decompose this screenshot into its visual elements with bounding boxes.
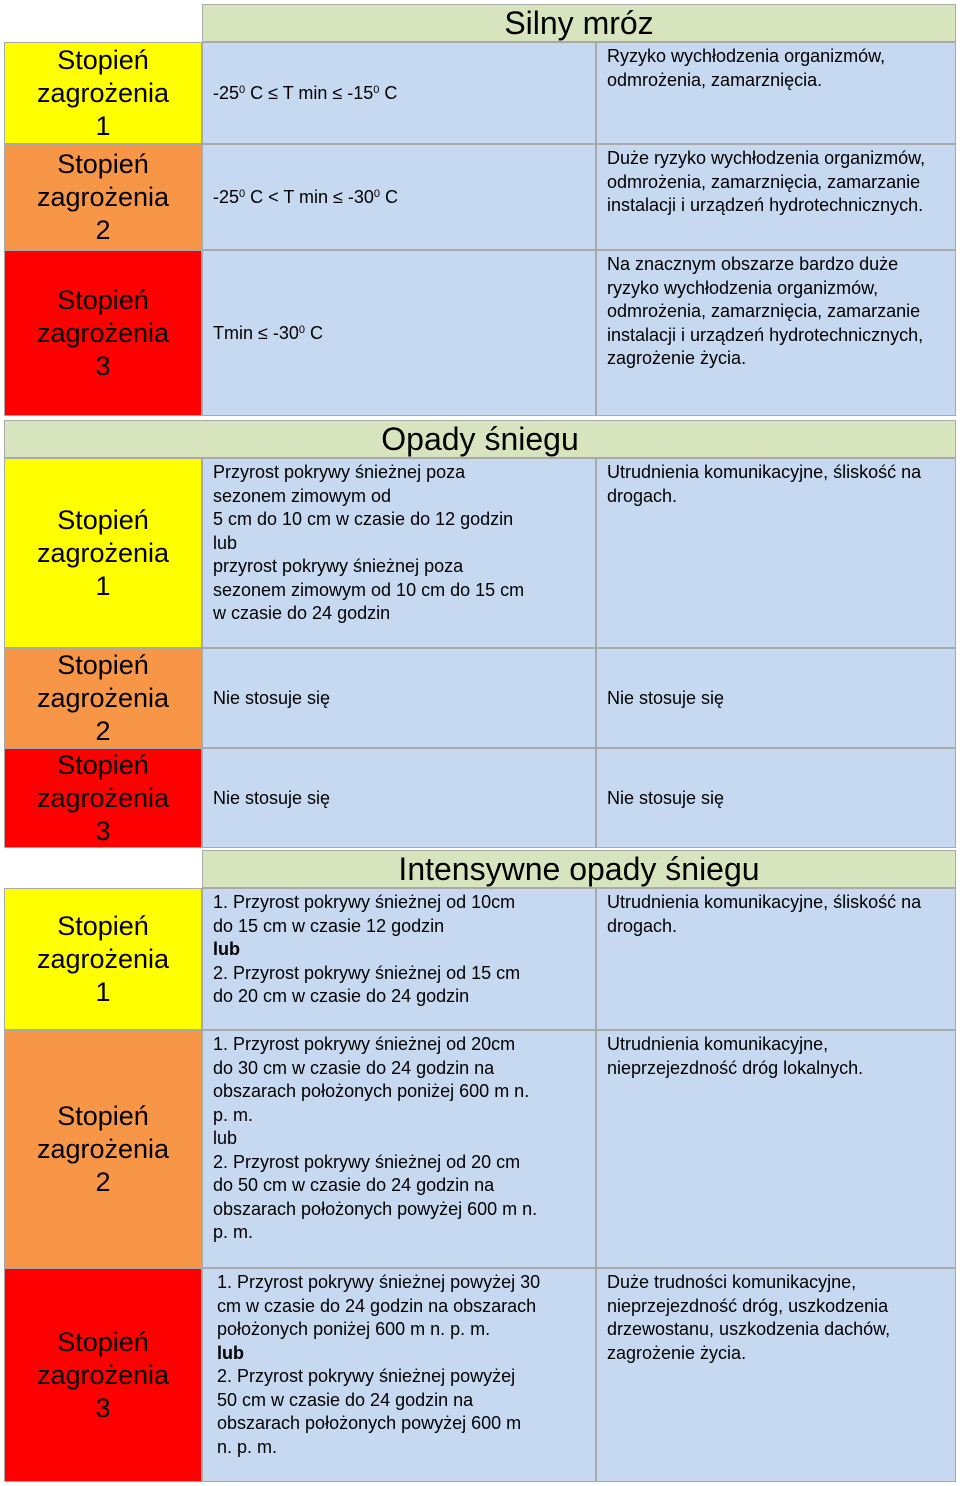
condition-line: 50 cm w czasie do 24 godzin na	[217, 1389, 474, 1410]
level-word: Stopień	[57, 749, 149, 780]
condition-line: n. p. m.	[217, 1436, 278, 1457]
level-word: Stopień	[57, 649, 149, 680]
snow-effect-2	[596, 648, 956, 748]
snow-level-1	[4, 458, 202, 648]
heavy-effect-1	[596, 888, 956, 1030]
snow-effect-1	[596, 458, 956, 648]
level-number: 3	[95, 815, 111, 846]
condition-line: lub	[213, 1128, 238, 1148]
level-word: Stopień	[57, 1100, 149, 1131]
level-word: Stopień	[57, 910, 149, 941]
snow-level-3	[4, 748, 202, 848]
heavy-level-3	[4, 1268, 202, 1482]
condition-line: p. m.	[213, 1222, 254, 1242]
section-title-frost	[202, 4, 956, 42]
level-number: 1	[95, 976, 111, 1007]
effect-text: Utrudnienia komunikacyjne, śliskość na drogach.	[607, 462, 922, 506]
level-word: Stopień	[57, 504, 149, 535]
snow-condition-1	[202, 458, 596, 648]
condition-line: położonych poniżej 600 m n. p. m.	[217, 1319, 491, 1339]
heavy-level-1	[4, 888, 202, 1030]
level-word: Stopień	[57, 44, 149, 75]
level-number: 2	[95, 1166, 111, 1197]
condition-line: w czasie do 24 godzin	[213, 603, 391, 623]
level-number: 2	[95, 214, 111, 245]
frost-effect-3	[596, 250, 956, 416]
frost-condition-3	[202, 250, 596, 416]
condition-line: do 20 cm w czasie do 24 godzin	[213, 986, 470, 1006]
level-number: 3	[95, 350, 111, 381]
condition-line: do 50 cm w czasie do 24 godzin na	[213, 1175, 495, 1195]
condition-line: 2. Przyrost pokrywy śnieżnej od 15 cm	[213, 962, 521, 983]
effect-text: Utrudnienia komunikacyjne, śliskość na drogach.	[607, 892, 922, 936]
condition-text: $-25^0$ C < T $\min \le -30^0$ C	[213, 187, 399, 208]
level-number: 3	[95, 1392, 111, 1423]
condition-line: przyrost pokrywy śnieżnej poza	[213, 556, 464, 576]
snow-effect-3	[596, 748, 956, 848]
section-title-heavy-snow-text: Intensywne opady śniegu	[398, 850, 760, 887]
heavy-effect-3	[596, 1268, 956, 1482]
effect-text: Ryzyko wychłodzenia organizmów, odmrożenia, zamarznięcia.	[607, 46, 886, 90]
condition-line: p. m.	[213, 1104, 254, 1125]
level-number: 1	[95, 110, 111, 141]
section-title-heavy-snow	[202, 850, 956, 888]
effect-text: Duże ryzyko wychłodzenia organizmów, odmrożenia, zamarznięcia, zamarzanie instalacji i urządzeń hydrotechnicznych.	[607, 148, 926, 215]
condition-line: 2. Przyrost pokrywy śnieżnej powyżej	[217, 1366, 516, 1386]
condition-line: obszarach położonych powyżej 600 m	[217, 1413, 522, 1433]
condition-text: Nie stosuje się	[213, 788, 331, 809]
condition-line: 1. Przyrost pokrywy śnieżnej powyżej 30	[217, 1272, 541, 1292]
frost-level-2	[4, 144, 202, 250]
heavy-condition-2	[202, 1030, 596, 1268]
condition-line: 1. Przyrost pokrywy śnieżnej od 10cm	[213, 892, 516, 912]
level-word: zagrożenia	[36, 181, 170, 212]
heavy-level-2	[4, 1030, 202, 1268]
heavy-condition-3	[202, 1268, 596, 1482]
snow-level-2	[4, 648, 202, 748]
condition-text: $Tmin \le -30^0$ C	[213, 323, 324, 344]
frost-condition-2	[202, 144, 596, 250]
section-title-snow-text: Opady śniegu	[381, 420, 579, 457]
effect-text: Utrudnienia komunikacyjne, nieprzejezdność dróg lokalnych.	[607, 1034, 864, 1078]
condition-line: 2. Przyrost pokrywy śnieżnej od 20 cm	[213, 1151, 521, 1172]
level-word: zagrożenia	[36, 782, 170, 813]
condition-line: 5 cm do 10 cm w czasie do 12 godzin	[213, 509, 514, 529]
level-word: Stopień	[57, 284, 149, 315]
level-word: zagrożenia	[36, 1133, 170, 1164]
condition-line: lub	[213, 939, 240, 959]
snow-condition-2	[202, 648, 596, 748]
frost-effect-1	[596, 42, 956, 144]
level-word: zagrożenia	[36, 77, 170, 108]
level-word: zagrożenia	[36, 317, 170, 348]
condition-line: Przyrost pokrywy śnieżnej poza	[213, 462, 466, 482]
level-number: 1	[95, 570, 111, 601]
condition-text: Nie stosuje się	[213, 688, 331, 709]
effect-text: Nie stosuje się	[607, 788, 725, 809]
condition-line: obszarach położonych poniżej 600 m n.	[213, 1081, 530, 1101]
section-title-snow	[4, 420, 956, 458]
level-word: zagrożenia	[36, 1359, 170, 1390]
frost-condition-1	[202, 42, 596, 144]
level-word: zagrożenia	[36, 537, 170, 568]
heavy-condition-1	[202, 888, 596, 1030]
snow-condition-3	[202, 748, 596, 848]
heavy-effect-2	[596, 1030, 956, 1268]
condition-line: 1. Przyrost pokrywy śnieżnej od 20cm	[213, 1034, 516, 1054]
level-word: Stopień	[57, 1326, 149, 1357]
condition-line: cm w czasie do 24 godzin na obszarach	[217, 1295, 537, 1316]
level-word: zagrożenia	[36, 682, 170, 713]
condition-line: do 30 cm w czasie do 24 godzin na	[213, 1057, 495, 1078]
effect-text: Nie stosuje się	[607, 688, 725, 709]
condition-line: lub	[213, 532, 238, 553]
condition-line: lub	[217, 1342, 244, 1363]
effect-text: Duże trudności komunikacyjne, nieprzejezdność dróg, uszkodzenia drzewostanu, uszkodzenia dachów, zagrożenie życia.	[607, 1272, 891, 1363]
condition-line: sezonem zimowym od 10 cm do 15 cm	[213, 579, 525, 600]
section-title-frost-text: Silny mróz	[504, 4, 654, 41]
frost-level-3	[4, 250, 202, 416]
condition-line: do 15 cm w czasie 12 godzin	[213, 915, 445, 936]
frost-effect-2	[596, 144, 956, 250]
level-number: 2	[95, 715, 111, 746]
condition-line: obszarach położonych powyżej 600 m n.	[213, 1198, 538, 1219]
condition-text: $-25^0$ C ≤ T $\min \le -15^0$ C	[213, 83, 398, 104]
level-word: zagrożenia	[36, 943, 170, 974]
effect-text: Na znacznym obszarze bardzo duże ryzyko wychłodzenia organizmów, odmrożenia, zamarznięcia, zamarzanie instalacji i urządzeń hydrotechnicznych, zagrożenie życia.	[607, 254, 924, 368]
condition-line: sezonem zimowym od	[213, 485, 392, 506]
frost-level-1	[4, 42, 202, 144]
level-word: Stopień	[57, 148, 149, 179]
